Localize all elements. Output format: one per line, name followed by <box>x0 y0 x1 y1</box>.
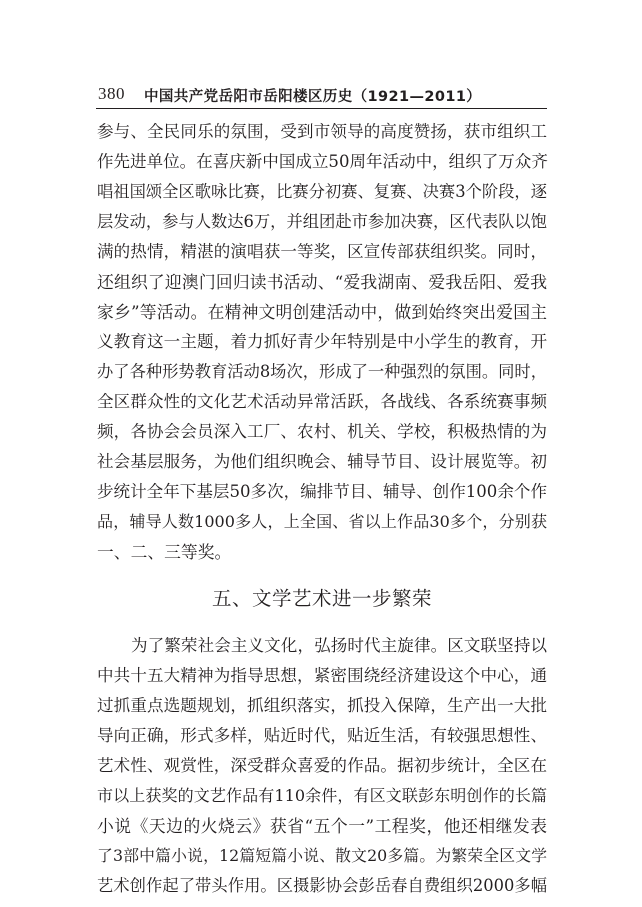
running-title: 中国共产党岳阳市岳阳楼区历史（1921—2011） <box>144 89 482 105</box>
text-line: 为了繁荣社会主义文化，弘扬时代主旋律。区文联坚持以 <box>131 636 547 655</box>
text-line: 一、二、三等奖。 <box>97 542 232 562</box>
text-line: 唱祖国颂全区歌咏比赛，比赛分初赛、复赛、决赛3个阶段，逐 <box>97 182 547 201</box>
text-line: 小说《天边的火烧云》获省“五个一”工程奖，他还相继发表 <box>97 816 547 836</box>
header-rule <box>96 108 547 109</box>
text-line: 办了各种形势教育活动8场次，形成了一种强烈的氛围。同时， <box>97 362 547 381</box>
text-line: 还组织了迎澳门回归读书活动、“爱我湖南、爱我岳阳、爱我 <box>97 272 547 292</box>
text-line: 家乡”等活动。在精神文明创建活动中，做到始终突出爱国主 <box>97 302 547 322</box>
page-header <box>96 82 546 106</box>
text-line: 导向正确，形式多样，贴近时代，贴近生活，有较强思想性、 <box>97 726 547 745</box>
text-line: 了3部中篇小说，12篇短篇小说、散文20多篇。为繁荣全区文学 <box>97 846 547 865</box>
text-line: 层发动，参与人数达6万，并组团赴市参加决赛，区代表队以饱 <box>97 212 547 231</box>
section-heading: 五、文学艺术进一步繁荣 <box>211 587 432 610</box>
text-line: 参与、全民同乐的氛围，受到市领导的高度赞扬，获市组织工 <box>97 122 547 141</box>
text-line: 满的热情，精湛的演唱获一等奖，区宣传部获组织奖。同时， <box>97 242 547 261</box>
text-line: 全区群众性的文化艺术活动异常活跃，各战线、各系统赛事频 <box>97 392 547 411</box>
text-line: 中共十五大精神为指导思想，紧密围绕经济建设这个中心，通 <box>97 666 547 685</box>
text-line: 市以上获奖的文艺作品有110余件，有区文联彭东明创作的长篇 <box>97 786 547 805</box>
text-line: 艺术创作起了带头作用。区摄影协会彭岳春自费组织2000多幅 <box>97 876 547 895</box>
text-line: 过抓重点选题规划，抓组织落实，抓投入保障，生产出一大批 <box>97 696 547 715</box>
text-line: 作先进单位。在喜庆新中国成立50周年活动中，组织了万众齐 <box>97 152 548 171</box>
text-line: 艺术性、观赏性，深受群众喜爱的作品。据初步统计，全区在 <box>97 756 547 775</box>
text-line: 品，辅导人数1000多人，上全国、省以上作品30多个，分别获 <box>97 512 547 531</box>
text-line: 义教育这一主题，着力抓好青少年特别是中小学生的教育，开 <box>97 332 547 351</box>
text-line: 步统计全年下基层50多次，编排节目、辅导、创作100余个作 <box>97 482 547 501</box>
text-line: 频，各协会会员深入工厂、农村、机关、学校，积极热情的为 <box>97 422 547 441</box>
text-line: 社会基层服务，为他们组织晚会、辅导节目、设计展览等。初 <box>97 452 547 471</box>
page-number: 380 <box>98 84 125 103</box>
